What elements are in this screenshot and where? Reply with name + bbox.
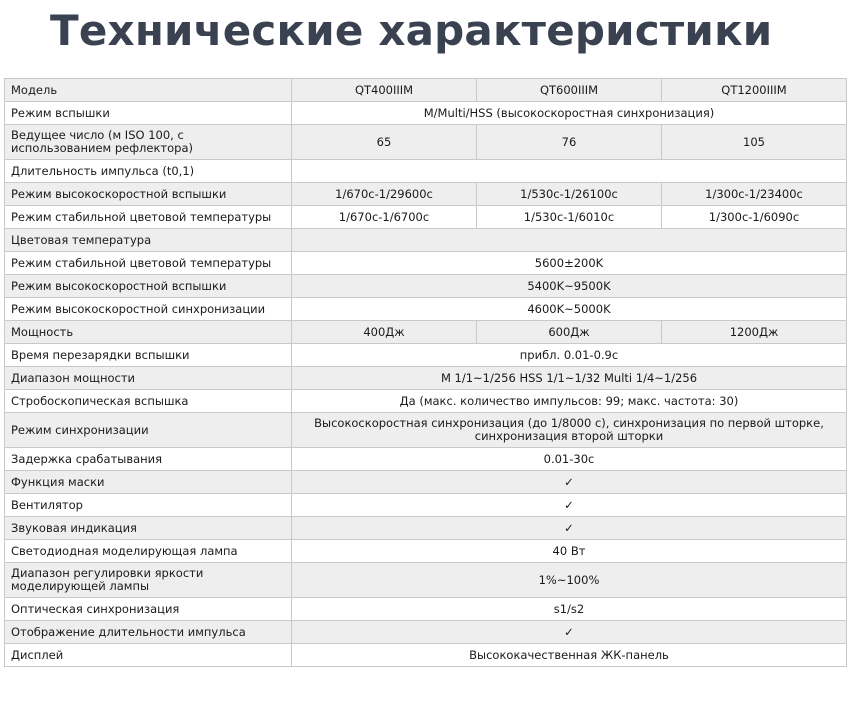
- table-row: [5, 102, 847, 125]
- row-label: Дисплей: [5, 644, 292, 667]
- row-value: M 1/1~1/256 HSS 1/1~1/32 Multi 1/4~1/256: [292, 367, 847, 390]
- row-value: M/Multi/HSS (высокоскоростная синхронизация): [292, 102, 847, 125]
- row-value: QT1200IIIM: [662, 79, 847, 102]
- table-row: [5, 563, 847, 598]
- table-row: [5, 160, 847, 183]
- row-label: Отображение длительности импульса: [5, 621, 292, 644]
- checkmark-icon: ✓: [292, 517, 847, 540]
- row-value-empty: [292, 229, 847, 252]
- row-label: Задержка срабатывания: [5, 448, 292, 471]
- row-label: Цветовая температура: [5, 229, 292, 252]
- row-value: 5600±200K: [292, 252, 847, 275]
- table-row: [5, 321, 847, 344]
- row-value: прибл. 0.01-0.9с: [292, 344, 847, 367]
- row-label: Оптическая синхронизация: [5, 598, 292, 621]
- row-value: 1%~100%: [292, 563, 847, 598]
- row-value: 1/300c-1/6090c: [662, 206, 847, 229]
- row-label: Звуковая индикация: [5, 517, 292, 540]
- row-value: 0.01-30с: [292, 448, 847, 471]
- table-row: [5, 448, 847, 471]
- spec-table: [4, 78, 847, 667]
- table-row: [5, 229, 847, 252]
- table-row: [5, 367, 847, 390]
- row-value: QT600IIIM: [477, 79, 662, 102]
- row-value: 65: [292, 125, 477, 160]
- row-value: s1/s2: [292, 598, 847, 621]
- row-value: 400Дж: [292, 321, 477, 344]
- table-row: [5, 471, 847, 494]
- table-row: [5, 621, 847, 644]
- checkmark-icon: ✓: [292, 471, 847, 494]
- row-value: QT400IIIM: [292, 79, 477, 102]
- row-label: Время перезарядки вспышки: [5, 344, 292, 367]
- table-row: [5, 390, 847, 413]
- row-value: 76: [477, 125, 662, 160]
- table-row: [5, 540, 847, 563]
- row-label: Светодиодная моделирующая лампа: [5, 540, 292, 563]
- row-label: Режим стабильной цветовой температуры: [5, 252, 292, 275]
- table-row: [5, 494, 847, 517]
- row-label: Режим высокоскоростной синхронизации: [5, 298, 292, 321]
- table-row: [5, 344, 847, 367]
- checkmark-icon: ✓: [292, 621, 847, 644]
- row-label: Длительность импульса (t0,1): [5, 160, 292, 183]
- table-row: [5, 598, 847, 621]
- table-row: [5, 517, 847, 540]
- row-value: 1200Дж: [662, 321, 847, 344]
- row-value: Да (макс. количество импульсов: 99; макс. частота: 30): [292, 390, 847, 413]
- table-row: [5, 413, 847, 448]
- checkmark-icon: ✓: [292, 494, 847, 517]
- table-row: [5, 79, 847, 102]
- row-value: 1/670c-1/29600c: [292, 183, 477, 206]
- row-label: Режим стабильной цветовой температуры: [5, 206, 292, 229]
- row-value: 1/530c-1/6010c: [477, 206, 662, 229]
- row-label: Диапазон мощности: [5, 367, 292, 390]
- row-label: Стробоскопическая вспышка: [5, 390, 292, 413]
- row-value: 40 Вт: [292, 540, 847, 563]
- row-value: 1/300c-1/23400c: [662, 183, 847, 206]
- table-row: [5, 183, 847, 206]
- table-row: [5, 125, 847, 160]
- row-value: 1/670c-1/6700c: [292, 206, 477, 229]
- table-row: [5, 206, 847, 229]
- row-label: Режим синхронизации: [5, 413, 292, 448]
- row-label: Режим высокоскоростной вспышки: [5, 275, 292, 298]
- row-label: Функция маски: [5, 471, 292, 494]
- row-value: 1/530c-1/26100c: [477, 183, 662, 206]
- row-label: Вентилятор: [5, 494, 292, 517]
- row-value: Высокоскоростная синхронизация (до 1/8000 с), синхронизация по первой шторке, синхронизация второй шторки: [292, 413, 847, 448]
- row-label: Ведущее число (м ISO 100, с использованием рефлектора): [5, 125, 292, 160]
- page-title: Технические характеристики: [50, 6, 773, 55]
- row-label: Диапазон регулировки яркости моделирующей лампы: [5, 563, 292, 598]
- table-row: [5, 252, 847, 275]
- row-value: Высококачественная ЖК-панель: [292, 644, 847, 667]
- table-row: [5, 644, 847, 667]
- row-label: Мощность: [5, 321, 292, 344]
- row-value: 4600K~5000K: [292, 298, 847, 321]
- table-row: [5, 298, 847, 321]
- row-label: Модель: [5, 79, 292, 102]
- row-label: Режим высокоскоростной вспышки: [5, 183, 292, 206]
- row-label: Режим вспышки: [5, 102, 292, 125]
- row-value: 600Дж: [477, 321, 662, 344]
- table-row: [5, 275, 847, 298]
- row-value: 105: [662, 125, 847, 160]
- row-value-empty: [292, 160, 847, 183]
- row-value: 5400K~9500K: [292, 275, 847, 298]
